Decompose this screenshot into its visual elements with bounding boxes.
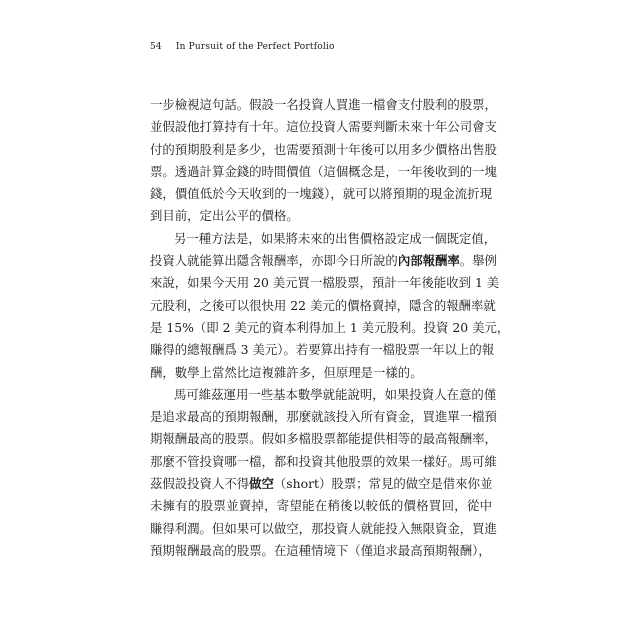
text-line: 期報酬最高的股票。假如多檔股票都能提供相等的最高報酬率， <box>150 431 497 447</box>
text-line: 是追求最高的預期報酬，那麼就該投入所有資金，買進單一檔預 <box>150 409 497 425</box>
text-line: 票。透過計算金錢的時間價值（這個概念是，一年後收到的一塊 <box>150 163 497 179</box>
text-line: 酬，數學上當然比這複雜許多，但原理是一樣的。 <box>150 364 423 380</box>
text-segment: 。舉例 <box>459 253 497 269</box>
running-title: In Pursuit of the Perfect Portfolio <box>175 42 335 52</box>
text-segment: （short）股票；常見的做空是借來你並 <box>273 476 493 492</box>
running-header <box>150 42 335 52</box>
page-number: 54 <box>150 42 162 52</box>
text-line: 錢，價值低於今天收到的一塊錢），就可以將預期的現金流折現 <box>150 186 492 202</box>
text-line: 那麼不管投資哪一檔，都和投資其他股票的效果一樣好。馬可維 <box>150 453 497 469</box>
text-line: 賺得的總報酬爲 3 美元）。若要算出持有一檔股票一年以上的報 <box>150 342 495 358</box>
body-text <box>150 94 510 562</box>
text-line: 到目前，定出公平的價格。 <box>150 208 299 224</box>
bold-term: 內部報酬率 <box>397 253 460 269</box>
text-line <box>150 250 497 272</box>
text-line: 賺得利潤。但如果可以做空，那投資人就能投入無限資金，買進 <box>150 520 497 536</box>
text-line: 付的預期股利是多少，也需要預測十年後可以用多少價格出售股 <box>150 141 497 157</box>
text-line: 一步檢視這句話。假設一名投資人買進一檔會支付股利的股票， <box>150 97 497 112</box>
text-line: 另一種方法是，如果將未來的出售價格設定成一個既定值， <box>174 230 497 246</box>
text-line: 並假設他打算持有十年。這位投資人需要判斷未來十年公司會支 <box>150 119 497 135</box>
text-line: 是 15%（即 2 美元的資本利得加上 1 美元股利。投資 20 美元， <box>150 319 510 335</box>
text-line: 預期報酬最高的股票。在這種情境下（僅追求最高預期報酬）， <box>150 542 491 558</box>
text-line: 來說，如果今天用 20 美元買一檔股票，預計一年後能收到 1 美 <box>150 275 500 291</box>
text-line: 未擁有的股票並賣掉，寄望能在稍後以較低的價格買回，從中 <box>150 498 492 514</box>
text-segment: 投資人就能算出隱含報酬率，亦即今日所說的 <box>150 253 398 269</box>
text-segment: 茲假設投資人不得 <box>150 476 250 492</box>
text-line: 元股利，之後可以很快用 22 美元的價格賣掉，隱含的報酬率就 <box>150 297 496 313</box>
text-line <box>150 473 492 495</box>
text-line: 馬可維茲運用一些基本數學就能說明，如果投資人在意的僅 <box>174 386 497 402</box>
bold-term: 做空 <box>249 476 274 492</box>
